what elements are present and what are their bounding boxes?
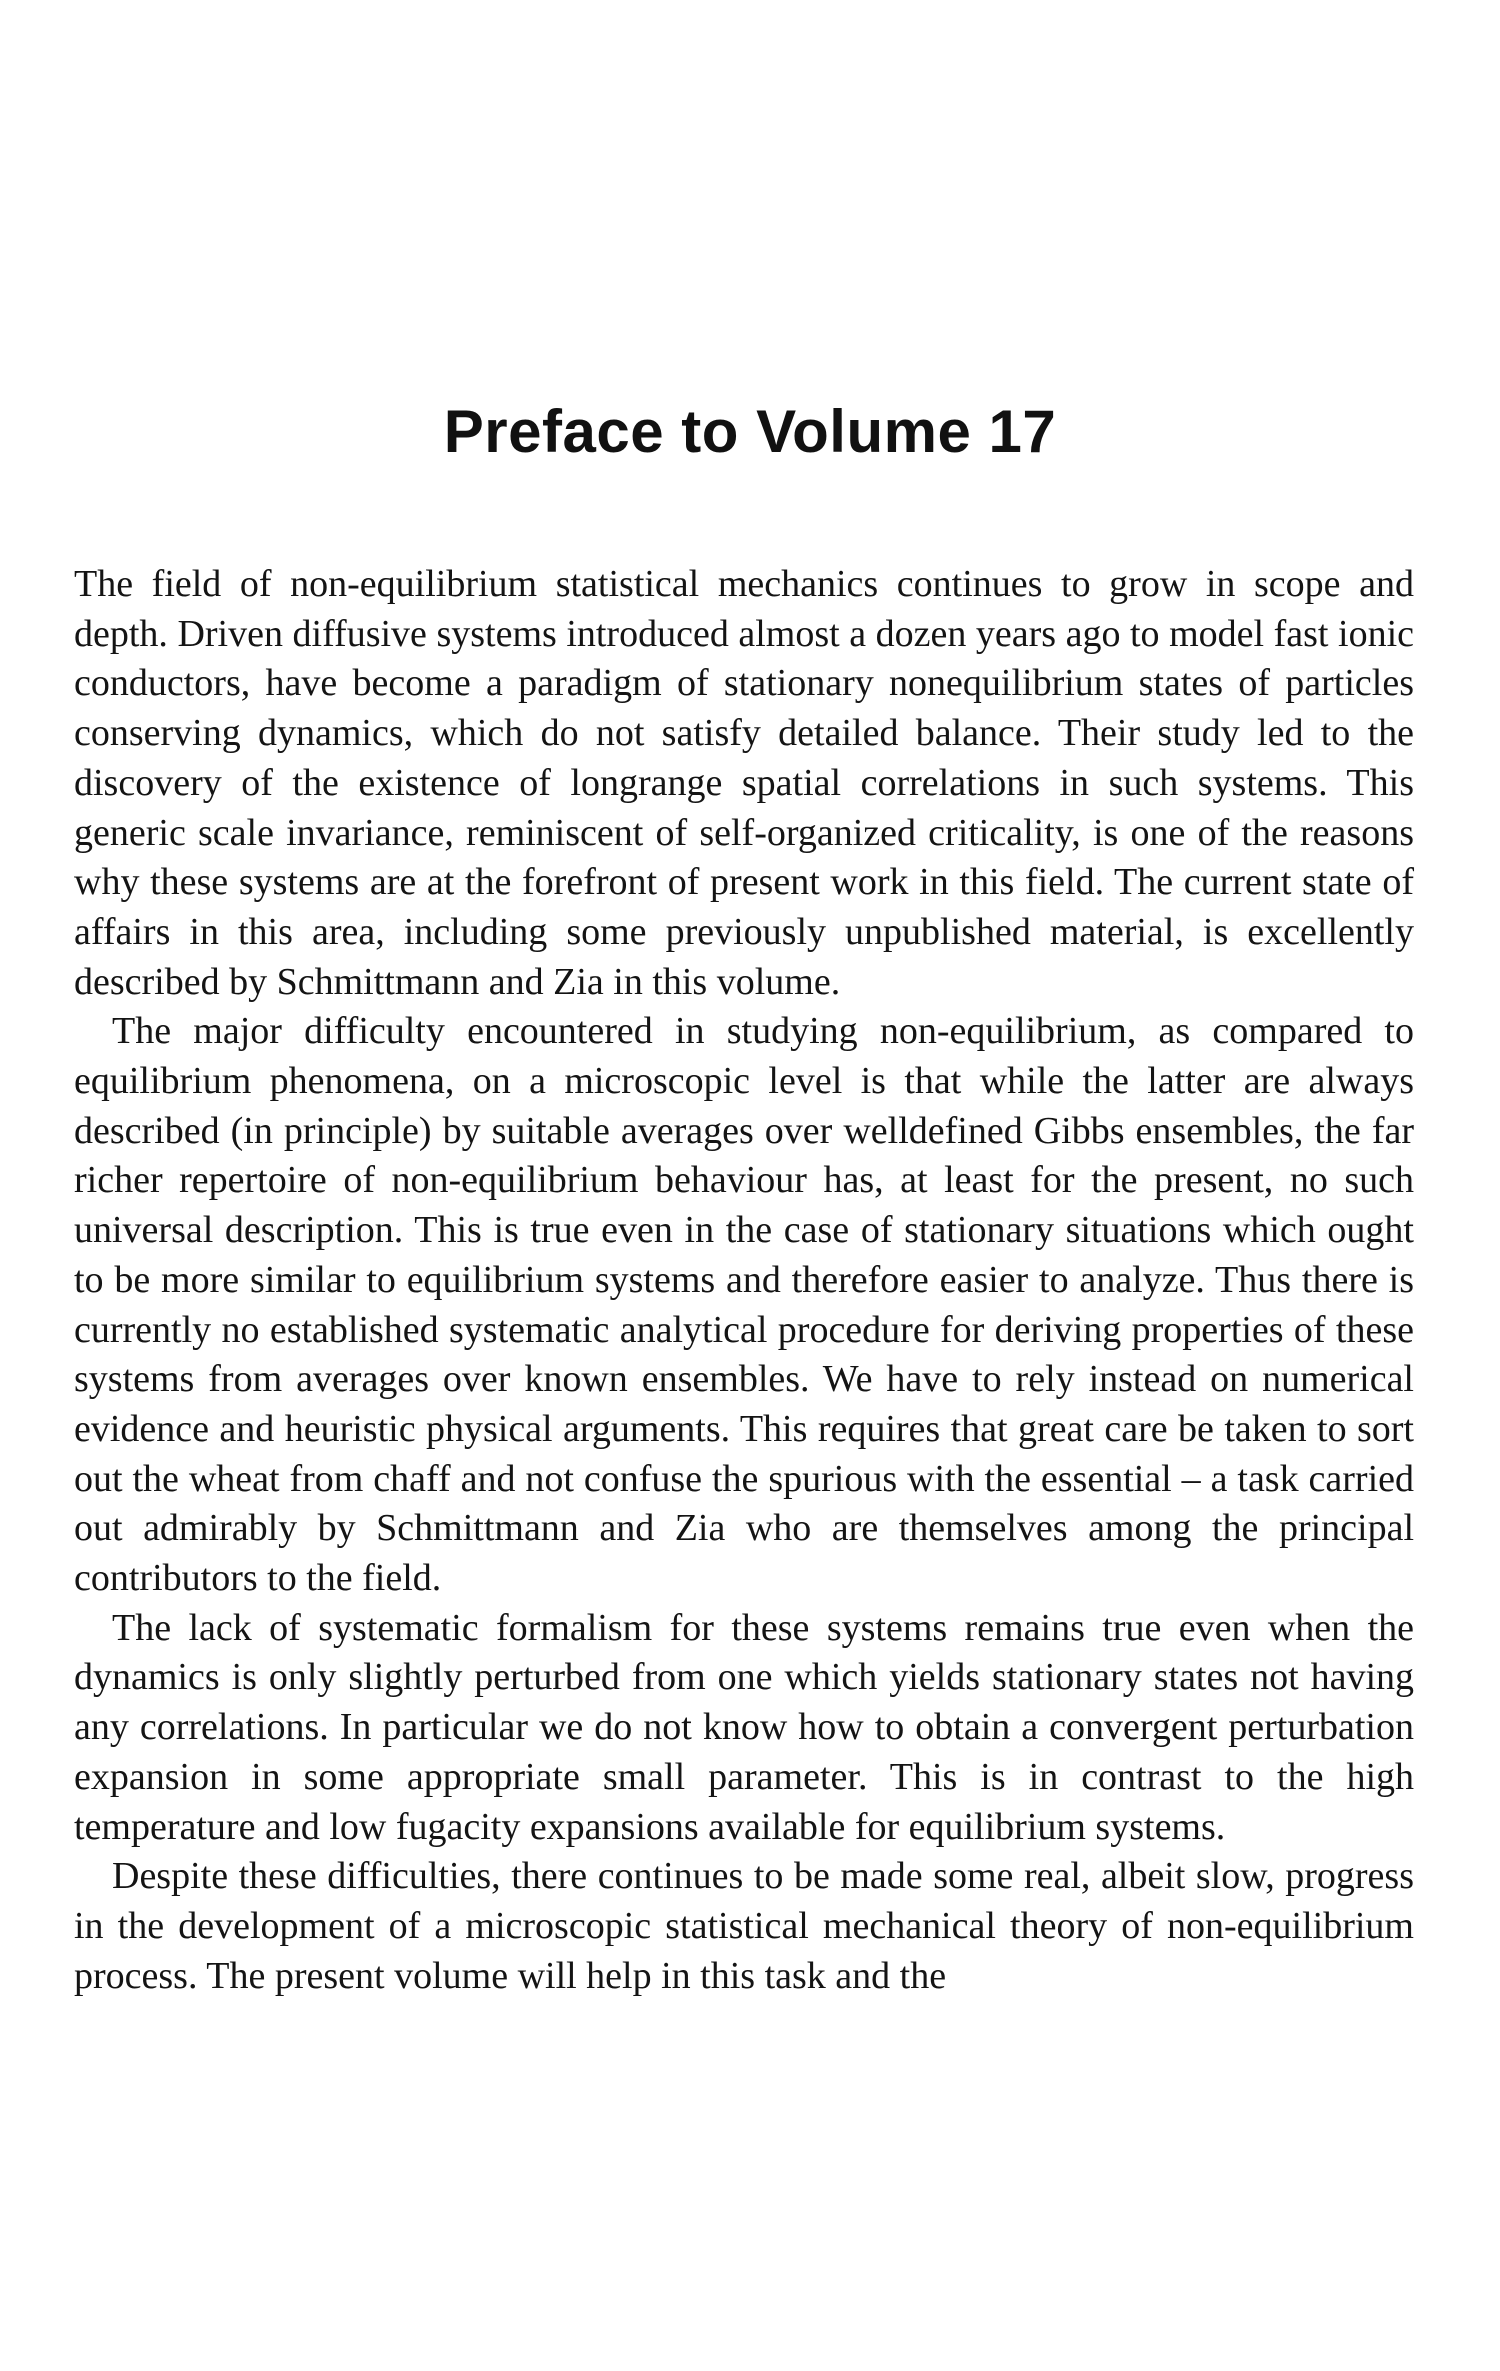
paragraph-4: Despite these difficulties, there continues to be made some real, albeit slow, progress in the development of a microscopic statistical mechanical theory of non-equilibrium process. The present volume will help in this task and the <box>74 1855 1414 1997</box>
page-title: Preface to Volume 17 <box>443 398 1057 465</box>
paragraph-1: The field of non-equilibrium statistical mechanics continues to grow in scope and depth. Driven diffusive systems introduced almost a dozen years ago to model fast ionic conductors, have become a paradigm of stationary nonequilibrium states of particles conserving dynamics, which do not satisfy detailed balance. Their study led to the discovery of the existence of longrange spatial correlations in such systems. This generic scale invariance, reminiscent of self-organized criticality, is one of the reasons why these systems are at the forefront of present work in this field. The current state of affairs in this area, including some previously unpublished material, is excellently described by Schmittmann and Zia in this volume. <box>74 563 1414 1003</box>
paragraph-2: The major difficulty encountered in studying non-equilibrium, as compared to equilibrium phenomena, on a microscopic level is that while the latter are always described (in principle) by suitable averages over welldefined Gibbs ensembles, the far richer repertoire of non-equilibrium behaviour has, at least for the present, no such universal description. This is true even in the case of stationary situations which ought to be more similar to equilibrium systems and therefore easier to analyze. Thus there is currently no established systematic analytical procedure for deriving properties of these systems from averages over known ensembles. We have to rely instead on numerical evidence and heuristic physical arguments. This requires that great care be taken to sort out the wheat from chaff and not confuse the spurious with the essential – a task carried out admirably by Schmittmann and Zia who are themselves among the principal contributors to the field. <box>74 1010 1414 1600</box>
paragraph-3: The lack of systematic formalism for these systems remains true even when the dynamics is only slightly perturbed from one which yields stationary states not having any correlations. In particular we do not know how to obtain a convergent perturbation expansion in some appropriate small parameter. This is in contrast to the high temperature and low fugacity expansions available for equilibrium systems. <box>74 1606 1414 1848</box>
body-text <box>74 560 1414 2001</box>
